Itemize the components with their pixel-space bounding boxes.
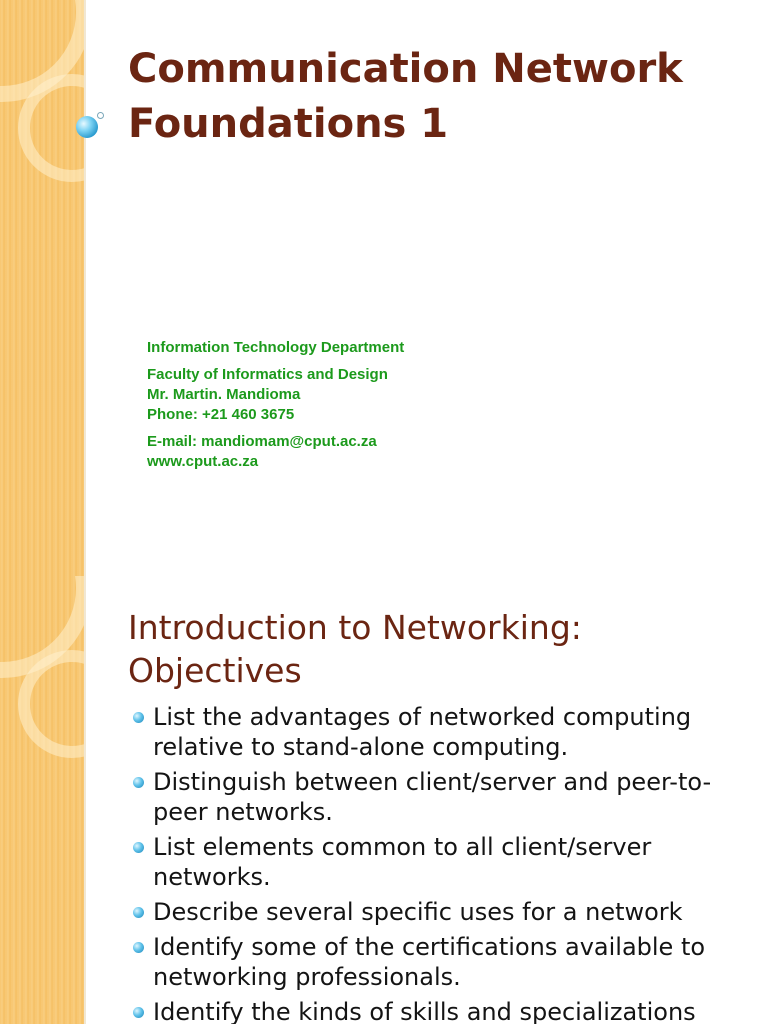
contact-info-block — [147, 338, 567, 472]
lecturer-text: Mr. Martin. Mandioma — [147, 386, 301, 403]
objectives-list — [131, 702, 751, 1024]
list-item-line: relative to stand-alone computing. — [153, 733, 569, 761]
blue-bead-icon — [76, 116, 98, 138]
list-item-line: Identify some of the certifications available to — [153, 933, 706, 961]
list-item-line: Distinguish between client/server and peer-to- — [153, 768, 712, 796]
slide-title-line: Foundations 1 — [128, 101, 449, 147]
blue-bullet-icon — [133, 907, 144, 918]
list-item — [131, 832, 751, 892]
list-item-line: networks. — [153, 863, 271, 891]
faculty-text: Faculty of Informatics and Design — [147, 366, 388, 383]
slide-heading-line: Objectives — [128, 651, 302, 690]
list-item-line: peer networks. — [153, 798, 333, 826]
list-item-line: List the advantages of networked computing — [153, 703, 692, 731]
blue-bullet-icon — [133, 1007, 144, 1018]
blue-bullet-icon — [133, 777, 144, 788]
sidebar-decoration — [0, 576, 84, 1024]
slide-title-line: Communication Network — [128, 46, 683, 92]
slide-heading — [128, 606, 748, 692]
list-item — [131, 932, 751, 992]
sidebar-edge — [84, 0, 86, 576]
blue-bullet-icon — [133, 842, 144, 853]
phone-text: Phone: +21 460 3675 — [147, 406, 295, 423]
list-item-line: Identify the kinds of skills and specializations — [153, 998, 696, 1024]
list-item — [131, 767, 751, 827]
list-item-line: List elements common to all client/server — [153, 833, 652, 861]
list-item-line: networking professionals. — [153, 963, 461, 991]
website-link: www.cput.ac.za — [147, 453, 259, 470]
slide-heading-line: Introduction to Networking: — [128, 608, 582, 647]
department-text: Information Technology Department — [147, 339, 405, 356]
list-item — [131, 897, 751, 927]
blue-bullet-icon — [133, 712, 144, 723]
sidebar-edge — [84, 576, 86, 1024]
list-item — [131, 702, 751, 762]
small-bead-icon — [97, 112, 104, 119]
email-text: E-mail: mandiomam@cput.ac.za — [147, 433, 377, 450]
list-item — [131, 997, 751, 1024]
objectives-slide — [0, 576, 768, 1024]
list-item-line: Describe several specific uses for a network — [153, 898, 683, 926]
blue-bullet-icon — [133, 942, 144, 953]
slide-title — [128, 42, 748, 152]
sidebar-decoration — [0, 0, 84, 576]
